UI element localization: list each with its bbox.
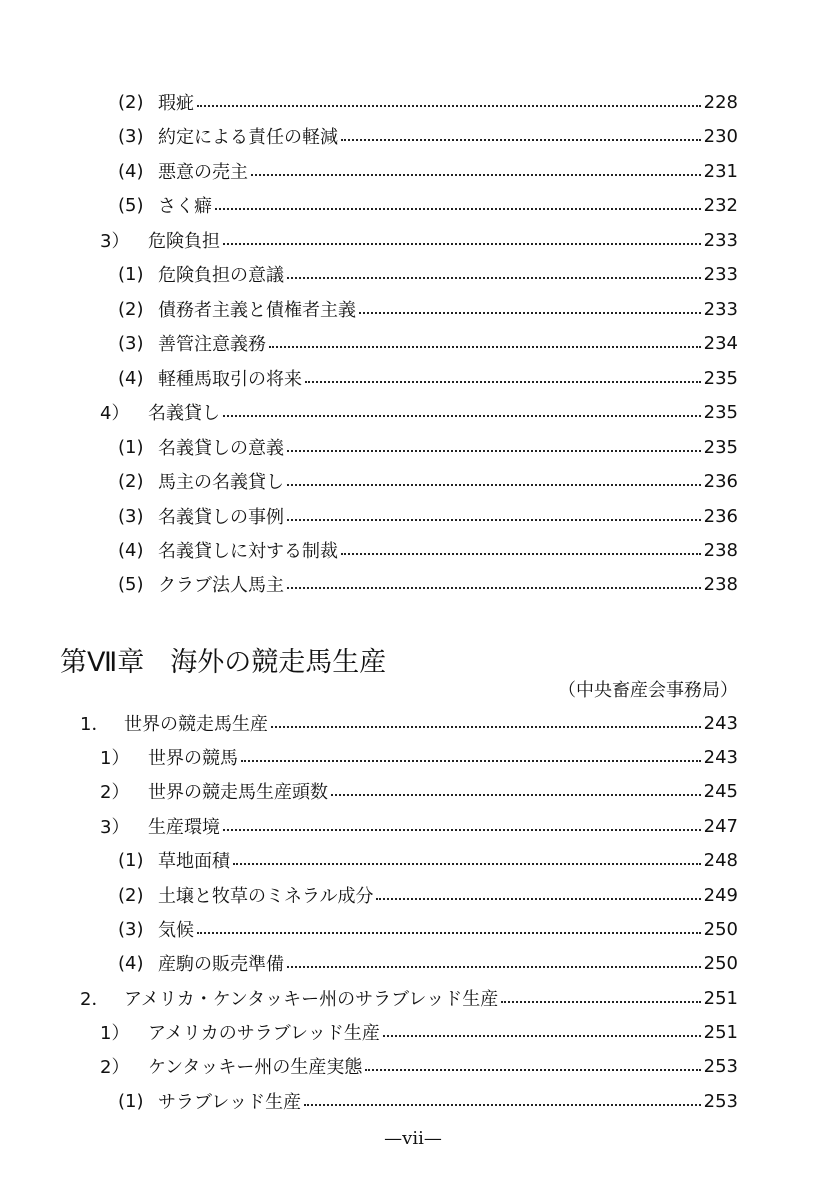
- entry-page: 253: [703, 1090, 738, 1112]
- entry-title: 善管注意義務: [158, 334, 266, 355]
- dot-leader: [365, 1069, 700, 1071]
- dot-leader: [223, 243, 701, 245]
- entry-title: 瑕疵: [158, 93, 194, 114]
- toc-row: [0, 535, 738, 565]
- entry-page: 250: [703, 918, 738, 940]
- dot-leader: [287, 277, 701, 279]
- entry-number: 2）: [100, 1057, 130, 1078]
- entry-title: 軽種馬取引の将来: [158, 369, 302, 390]
- entry-page: 249: [703, 884, 738, 906]
- entry-number: 3）: [100, 231, 130, 252]
- dot-leader: [197, 932, 701, 934]
- dot-leader: [304, 1104, 701, 1106]
- toc-row: [0, 363, 738, 393]
- dot-leader: [223, 415, 701, 417]
- entry-title: クラブ法人馬主: [158, 575, 284, 596]
- entry-number: (2): [118, 91, 144, 113]
- toc-row: [0, 811, 738, 841]
- entry-number: 3）: [100, 817, 130, 838]
- entry-number: (5): [118, 573, 144, 595]
- entry-title: 名義貸しに対する制裁: [158, 541, 338, 562]
- entry-title: アメリカのサラブレッド生産: [148, 1023, 380, 1044]
- entry-title: 馬主の名義貸し: [158, 472, 284, 493]
- dot-leader: [383, 1035, 701, 1037]
- entry-page: 228: [703, 91, 738, 113]
- entry-title: アメリカ・ケンタッキー州のサラブレッド生産: [124, 989, 499, 1010]
- entry-page: 238: [703, 539, 738, 561]
- entry-number: (1): [118, 263, 144, 285]
- entry-page: 245: [703, 780, 738, 802]
- entry-number: (2): [118, 470, 144, 492]
- toc-row: [0, 914, 738, 944]
- dot-leader: [269, 346, 701, 348]
- entry-page: 251: [703, 1021, 738, 1043]
- entry-number: (3): [118, 125, 144, 147]
- dot-leader: [197, 105, 701, 107]
- entry-number: (4): [118, 160, 144, 182]
- dot-leader: [271, 726, 701, 728]
- entry-title: 危険負担: [148, 231, 220, 252]
- entry-page: 251: [703, 987, 738, 1009]
- entry-page: 233: [703, 229, 738, 251]
- entry-page: 247: [703, 815, 738, 837]
- entry-page: 231: [703, 160, 738, 182]
- entry-title: 名義貸しの事例: [158, 507, 284, 528]
- toc-row: [0, 501, 738, 531]
- toc-row: [0, 742, 738, 772]
- chapter-author: （中央畜産会事務局）: [558, 680, 738, 701]
- entry-number: (1): [118, 1090, 144, 1112]
- toc-row: [0, 328, 738, 358]
- toc-row: [0, 1086, 738, 1116]
- chapter-heading: [60, 640, 386, 679]
- entry-number: (2): [118, 884, 144, 906]
- entry-page: 236: [703, 470, 738, 492]
- dot-leader: [376, 898, 700, 900]
- toc-row: [0, 845, 738, 875]
- entry-page: 243: [703, 712, 738, 734]
- toc-row: [0, 397, 738, 427]
- entry-number: (4): [118, 367, 144, 389]
- entry-page: 232: [703, 194, 738, 216]
- toc-row: [0, 432, 738, 462]
- entry-title: 名義貸し: [148, 403, 220, 424]
- dot-leader: [287, 519, 701, 521]
- entry-title: 土壌と牧草のミネラル成分: [158, 886, 374, 907]
- entry-title: 危険負担の意議: [158, 265, 284, 286]
- toc-row: [0, 776, 738, 806]
- toc-row: [0, 983, 738, 1013]
- entry-title: 産駒の販売準備: [158, 954, 284, 975]
- entry-page: 253: [703, 1055, 738, 1077]
- chapter-title: 海外の競走馬生産: [170, 647, 387, 678]
- entry-page: 243: [703, 746, 738, 768]
- toc-row: [0, 259, 738, 289]
- entry-page: 236: [703, 505, 738, 527]
- entry-number: (5): [118, 194, 144, 216]
- dot-leader: [287, 587, 701, 589]
- entry-title: サラブレッド生産: [158, 1092, 302, 1113]
- entry-number: (4): [118, 539, 144, 561]
- entry-number: (3): [118, 332, 144, 354]
- dot-leader: [223, 829, 701, 831]
- dot-leader: [287, 484, 701, 486]
- entry-number: (4): [118, 952, 144, 974]
- entry-number: 4）: [100, 403, 130, 424]
- toc-row: [0, 87, 738, 117]
- toc-row: [0, 190, 738, 220]
- entry-title: 世界の競馬: [148, 748, 238, 769]
- entry-page: 250: [703, 952, 738, 974]
- entry-page: 235: [703, 401, 738, 423]
- dot-leader: [305, 381, 701, 383]
- toc-row: [0, 880, 738, 910]
- toc-row: [0, 466, 738, 496]
- entry-page: 248: [703, 849, 738, 871]
- entry-number: (2): [118, 298, 144, 320]
- toc-row: [0, 156, 738, 186]
- toc-row: [0, 1051, 738, 1081]
- entry-number: 1）: [100, 1023, 130, 1044]
- toc-row: [0, 948, 738, 978]
- dot-leader: [251, 174, 701, 176]
- dot-leader: [359, 312, 701, 314]
- entry-title: 名義貸しの意義: [158, 438, 284, 459]
- entry-page: 233: [703, 298, 738, 320]
- entry-number: 1）: [100, 748, 130, 769]
- entry-title: 約定による責任の軽減: [158, 127, 338, 148]
- entry-page: 235: [703, 367, 738, 389]
- entry-title: ケンタッキー州の生産実態: [148, 1057, 363, 1078]
- toc-row: [0, 1017, 738, 1047]
- entry-number: 2）: [100, 782, 130, 803]
- dot-leader: [501, 1001, 700, 1003]
- toc-row: [0, 225, 738, 255]
- dot-leader: [287, 450, 701, 452]
- dot-leader: [215, 208, 701, 210]
- toc-row: [0, 569, 738, 599]
- toc-row: [0, 294, 738, 324]
- entry-number: (1): [118, 436, 144, 458]
- entry-title: 気候: [158, 920, 194, 941]
- entry-title: 生産環境: [148, 817, 220, 838]
- dot-leader: [341, 139, 701, 141]
- dot-leader: [287, 966, 701, 968]
- dot-leader: [341, 553, 701, 555]
- entry-title: 世界の競走馬生産: [124, 714, 268, 735]
- entry-page: 230: [703, 125, 738, 147]
- entry-number: 1．: [80, 714, 110, 735]
- dot-leader: [241, 760, 701, 762]
- entry-number: (3): [118, 918, 144, 940]
- entry-title: 悪意の売主: [158, 162, 248, 183]
- toc-row: [0, 708, 738, 738]
- chapter-label: 第Ⅶ章: [60, 647, 145, 678]
- entry-number: (1): [118, 849, 144, 871]
- entry-title: さく癖: [158, 196, 212, 217]
- entry-title: 債務者主義と債権者主義: [158, 300, 356, 321]
- entry-title: 世界の競走馬生産頭数: [148, 782, 328, 803]
- entry-number: (3): [118, 505, 144, 527]
- entry-page: 233: [703, 263, 738, 285]
- entry-page: 234: [703, 332, 738, 354]
- dot-leader: [331, 794, 701, 796]
- entry-title: 草地面積: [158, 851, 230, 872]
- toc-row: [0, 121, 738, 151]
- entry-number: 2．: [80, 989, 110, 1010]
- dot-leader: [233, 863, 701, 865]
- entry-page: 235: [703, 436, 738, 458]
- entry-page: 238: [703, 573, 738, 595]
- page-folio: —vii—: [384, 1128, 442, 1149]
